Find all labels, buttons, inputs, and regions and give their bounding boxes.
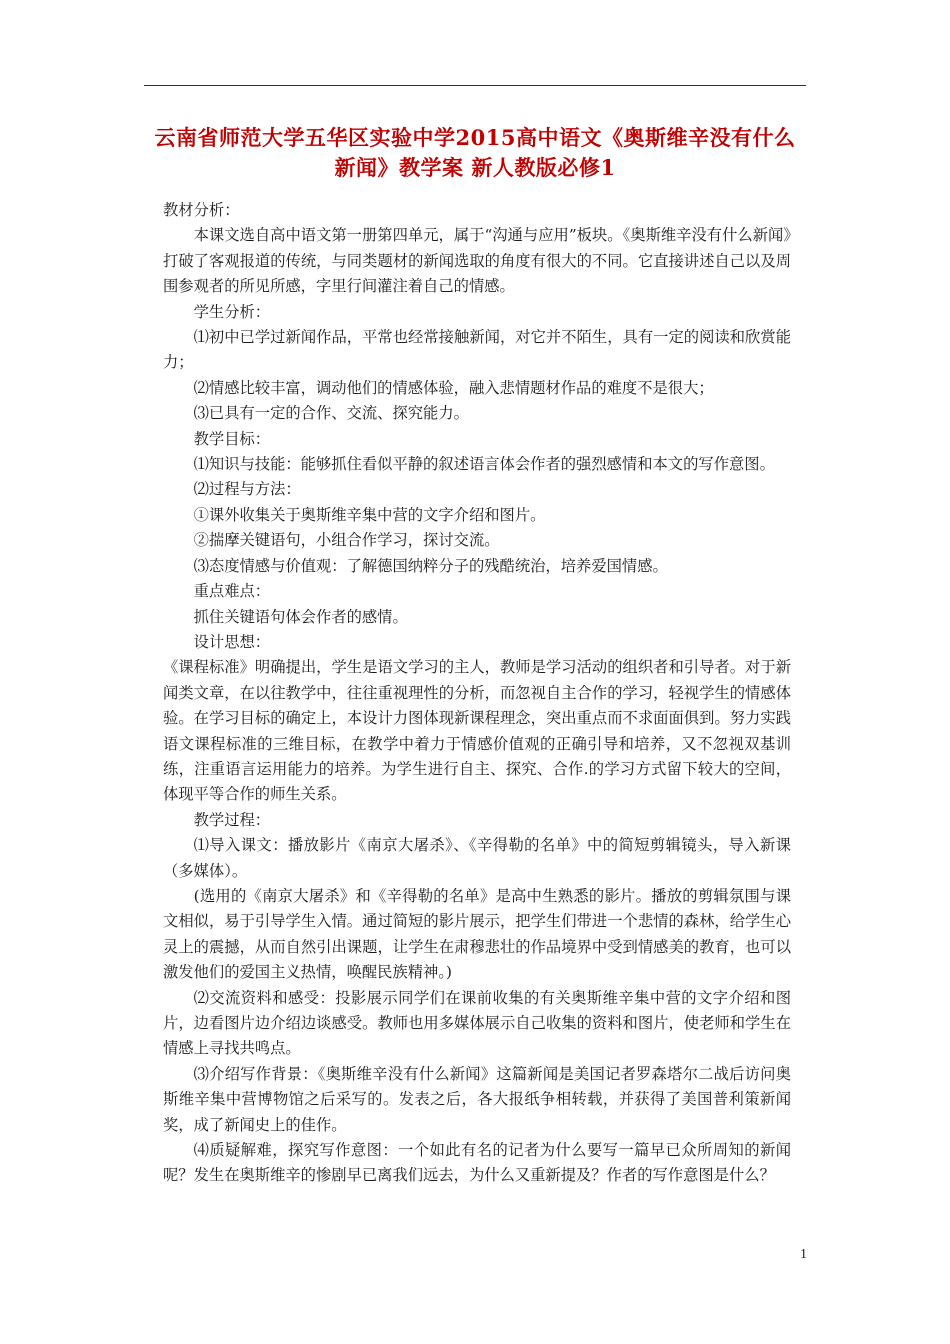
page-number: 1 bbox=[800, 1247, 807, 1262]
paragraph: 本课文选自高中语文第一册第四单元，属于“沟通与应用”板块。《奥斯维辛没有什么新闻》打破了客观报道的传统，与同类题材的新闻选取的角度有很大的不同。它直接讲述自己以及周围参观者的所见所感，字里行间灌注着自己的情感。 bbox=[163, 226, 791, 296]
section-heading: 设计思想： bbox=[193, 632, 271, 651]
paragraph: ⑷质疑解难，探究写作意图：一个如此有名的记者为什么要写一篇早已众所周知的新闻呢？发生在奥斯维辛的惨剧早已离我们远去，为什么又重新提及？作者的写作意图是什么？ bbox=[163, 1141, 791, 1185]
paragraph: ②揣摩关键语句，小组合作学习，探讨交流。 bbox=[193, 531, 500, 550]
paragraph: ⑶介绍写作背景：《奥斯维辛没有什么新闻》这篇新闻是美国记者罗森塔尔二战后访问奥斯维辛集中营博物馆之后采写的。发表之后，各大报纸争相转载，并获得了美国普利策新闻奖，成了新闻史上的佳作。 bbox=[163, 1064, 791, 1134]
paragraph: ⑵交流资料和感受：投影展示同学们在课前收集的有关奥斯维辛集中营的文字介绍和图片，边看图片边介绍边谈感受。教师也用多媒体展示自己收集的资料和图片，使老师和学生在情感上寻找共鸣点。 bbox=[163, 988, 791, 1058]
header-rule bbox=[144, 85, 806, 86]
section-heading: 教材分析： bbox=[163, 201, 240, 219]
paragraph: ⑴初中已学过新闻作品，平常也经常接触新闻，对它并不陌生，具有一定的阅读和欣赏能力； bbox=[163, 328, 791, 372]
section-heading: 教学过程： bbox=[193, 810, 271, 829]
document-body bbox=[163, 198, 791, 1189]
paragraph: ⑶态度情感与价值观：了解德国纳粹分子的残酷统治，培养爱国情感。 bbox=[193, 556, 668, 575]
paragraph: 《课程标准》明确提出，学生是语文学习的主人，教师是学习活动的组织者和引导者。对于新闻类文章，在以往教学中，往往重视理性的分析，而忽视自主合作的学习，轻视学生的情感体验。在学习目标的确定上，本设计力图体现新课程理念，突出重点而不求面面俱到。努力实践语文课程标准的三维目标，在教学中着力于情感价值观的正确引导和培养，又不忽视双基训练，注重语言运用能力的培养。为学生进行自主、探究、合作.的学习方式留下较大的空间，体现平等合作的师生关系。 bbox=[163, 658, 791, 804]
section-heading: 教学目标： bbox=[193, 429, 271, 448]
paragraph: ⑵情感比较丰富，调动他们的情感体验，融入悲情题材作品的难度不是很大； bbox=[193, 378, 714, 397]
paragraph: ⑴知识与技能：能够抓住看似平静的叙述语言体会作者的强烈感情和本文的写作意图。 bbox=[193, 455, 775, 474]
document-title: 云南省师范大学五华区实验中学2015高中语文《奥斯维辛没有什么新闻》教学案 新人教版必修1 bbox=[154, 125, 796, 180]
paragraph: ①课外收集关于奥斯维辛集中营的文字介绍和图片。 bbox=[193, 505, 546, 524]
section-heading: 重点难点： bbox=[193, 582, 271, 601]
section-heading: 学生分析： bbox=[193, 302, 271, 321]
paragraph: ⑵过程与方法： bbox=[193, 480, 301, 499]
paragraph: 抓住关键语句体会作者的感情。 bbox=[193, 607, 408, 626]
paragraph: (选用的《南京大屠杀》和《辛得勒的名单》是高中生熟悉的影片。播放的剪辑氛围与课文相似，易于引导学生入情。通过简短的影片展示，把学生们带进一个悲情的森林，给学生心灵上的震撼，从而自然引出课题，让学生在肃穆悲壮的作品境界中受到情感美的教育，也可以激发他们的爱国主义热情，唤醒民族精神。) bbox=[163, 886, 791, 982]
paragraph: ⑶已具有一定的合作、交流、探究能力。 bbox=[193, 404, 469, 423]
paragraph: ⑴导入课文：播放影片《南京大屠杀》、《辛得勒的名单》中的简短剪辑镜头，导入新课（多媒体）。 bbox=[163, 836, 791, 880]
